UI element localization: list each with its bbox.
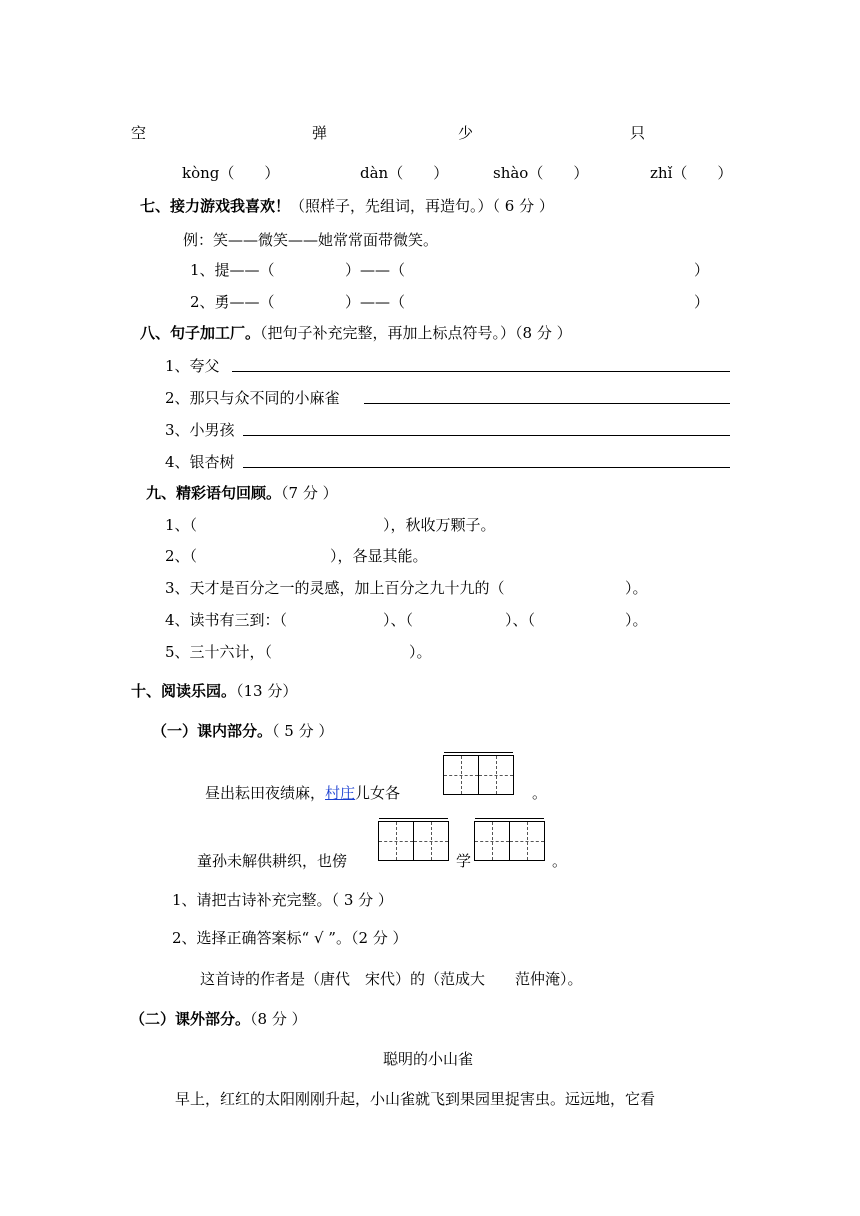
- section-8-title: 八、句子加工厂。: [140, 324, 261, 342]
- section-10-title: 十、阅读乐园。: [131, 682, 237, 700]
- s8-item-4: 4、银杏树: [165, 453, 235, 471]
- s8-answer-line-3[interactable]: [243, 435, 730, 436]
- s9-line-1b: ），秋收万颗子。: [383, 516, 496, 534]
- section-10-heading: [131, 680, 297, 701]
- pinyin-kong: [182, 162, 279, 183]
- char-zhi: 只: [630, 124, 646, 142]
- answer-paren[interactable]: （ ）: [672, 164, 733, 182]
- pinyin-text: shào: [493, 164, 529, 182]
- sub-2-instr: （8 分 ）: [250, 1010, 307, 1028]
- section-10-instr: （13 分）: [236, 682, 298, 700]
- section-9-heading: [146, 482, 338, 503]
- answer-paren[interactable]: （ ）: [388, 164, 449, 182]
- poem-line-1-end: 。: [532, 784, 548, 802]
- tianzige-cell[interactable]: [414, 822, 448, 860]
- section-8-instr: （把句子补充完整，再加上标点符号。）（8 分 ）: [260, 324, 572, 342]
- tianzige-cell[interactable]: [379, 822, 414, 860]
- pinyin-text: zhǐ: [650, 164, 673, 182]
- poem-line-1-b: 儿女各: [355, 784, 401, 802]
- tianzige-cell[interactable]: [479, 756, 513, 794]
- s7-q1-label: 1、提——（: [190, 261, 275, 279]
- s8-answer-line-2[interactable]: [364, 403, 730, 404]
- s8-item-1: 1、夸父: [165, 357, 220, 375]
- tianzige-box-3[interactable]: [474, 821, 545, 861]
- s7-q2-label: 2、勇——（: [190, 293, 275, 311]
- s9-line-5a: 5、三十六计，（: [165, 643, 273, 661]
- char-kong: 空: [131, 124, 147, 142]
- s9-line-2a: 2、（: [165, 547, 198, 565]
- tianzige-box-2[interactable]: [378, 821, 449, 861]
- tianzige-cell[interactable]: [444, 756, 479, 794]
- sub-2-title: （二）课外部分。: [130, 1010, 251, 1028]
- section-7-instr: （照样子，先组词，再造句。）（ 6 分 ）: [290, 197, 554, 215]
- s10-q1: 1、请把古诗补充完整。（ 3 分 ）: [172, 891, 393, 909]
- tianzige-cell[interactable]: [475, 822, 510, 860]
- s7-q2-end: ）: [694, 293, 710, 311]
- poem-line-1-a: 昼出耘田夜绩麻，: [205, 784, 326, 802]
- story-title: 聪明的小山雀: [383, 1050, 474, 1068]
- s9-line-3b: ）。: [625, 579, 648, 597]
- sub-1-instr: （ 5 分 ）: [272, 722, 334, 740]
- poem-line-2-mid: 学: [456, 852, 472, 870]
- poem-line-2-end: 。: [552, 852, 568, 870]
- poem-line-1: [205, 782, 400, 803]
- s7-q1-end: ）: [694, 261, 710, 279]
- s8-answer-line-1[interactable]: [232, 371, 730, 372]
- section-7-title: 七、接力游戏我喜欢！: [140, 197, 291, 215]
- section-8-heading: [140, 322, 572, 343]
- s9-line-5b: ）。: [409, 643, 432, 661]
- section-7-heading: [140, 195, 554, 216]
- s7-q2-mid[interactable]: ）——（: [345, 293, 406, 311]
- section-9-title: 九、精彩语句回顾。: [146, 484, 282, 502]
- sub-2-heading: [130, 1008, 307, 1029]
- cunzhuang-link[interactable]: 村庄: [325, 784, 356, 802]
- s9-line-4c: ）、（: [505, 611, 536, 629]
- pinyin-shao: [493, 162, 588, 183]
- poem-line-2-a: 童孙未解供耕织，也傍: [197, 852, 348, 870]
- pinyin-zhi: [650, 162, 732, 183]
- answer-paren[interactable]: （ ）: [219, 164, 280, 182]
- s9-line-4a: 4、读书有三到：（: [165, 611, 288, 629]
- s8-item-3: 3、小男孩: [165, 421, 235, 439]
- pinyin-dan: [360, 162, 448, 183]
- s8-answer-line-4[interactable]: [243, 467, 730, 468]
- answer-paren[interactable]: （ ）: [528, 164, 589, 182]
- story-paragraph: 早上，红红的太阳刚刚升起，小山雀就飞到果园里捉害虫。远远地，它看: [175, 1090, 656, 1108]
- s9-line-4b: ）、（: [383, 611, 414, 629]
- sub-1-heading: [152, 720, 333, 741]
- sub-1-title: （一）课内部分。: [152, 722, 273, 740]
- tianzige-cell[interactable]: [510, 822, 544, 860]
- s9-line-4d: ）。: [625, 611, 648, 629]
- pinyin-text: kòng: [182, 164, 220, 182]
- s10-q2-choices[interactable]: 这首诗的作者是（唐代 宋代）的（范成大 范仲淹）。: [200, 970, 583, 988]
- s10-q2: 2、选择正确答案标“ √ ”。（2 分 ）: [172, 929, 408, 947]
- s9-line-1a: 1、（: [165, 516, 198, 534]
- pinyin-text: dàn: [360, 164, 389, 182]
- char-shao: 少: [458, 124, 474, 142]
- s8-item-2: 2、那只与众不同的小麻雀: [165, 389, 340, 407]
- s9-line-2b: ），各显其能。: [330, 547, 428, 565]
- section-9-instr: （7 分 ）: [281, 484, 338, 502]
- char-dan: 弹: [312, 124, 328, 142]
- s9-line-3a: 3、天才是百分之一的灵感，加上百分之九十九的（: [165, 579, 505, 597]
- s7-q1-mid[interactable]: ）——（: [345, 261, 406, 279]
- tianzige-box-1[interactable]: [443, 755, 514, 795]
- section-7-example: 例：笑——微笑——她常常面带微笑。: [183, 231, 439, 249]
